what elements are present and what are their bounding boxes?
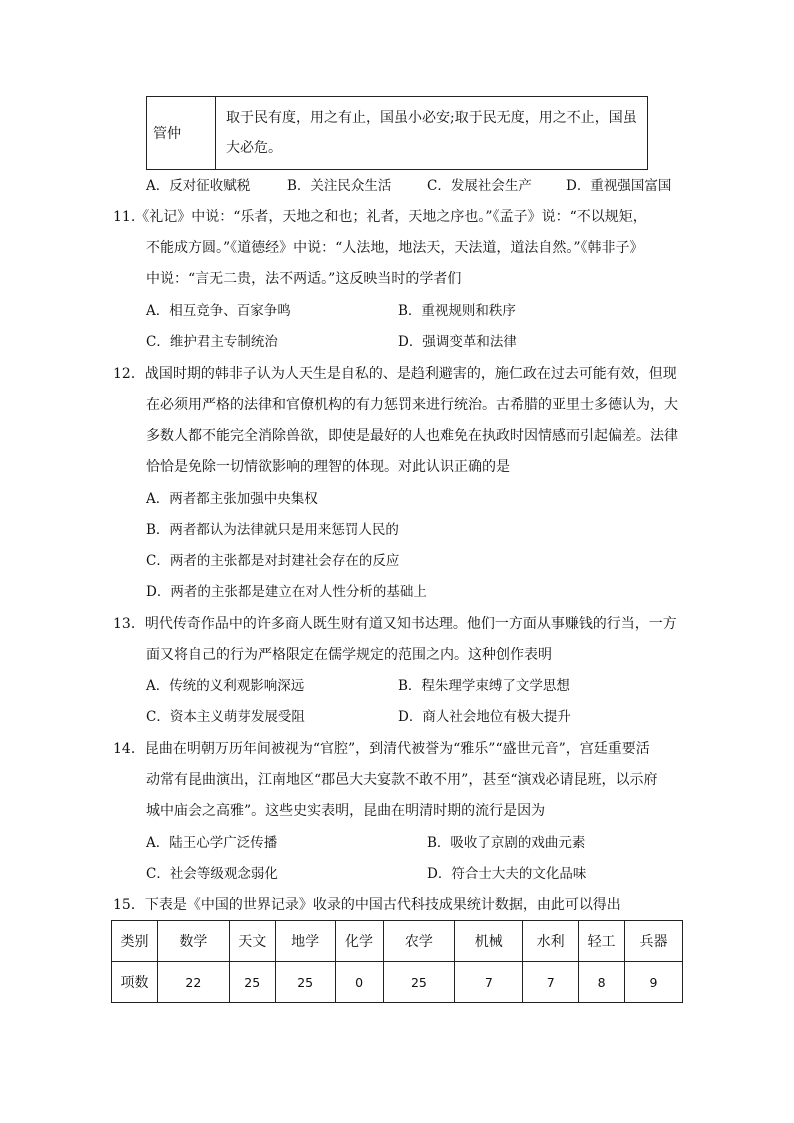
q12-stem-line: 在必须用严格的法律和官僚机构的有力惩罚来进行统治。古希腊的亚里士多德认为，大 [146, 397, 678, 413]
header-cell-math: 数学 [157, 921, 229, 962]
q13-option-a[interactable]: A．传统的义利观影响深远 [146, 678, 305, 694]
quote-table [146, 96, 648, 170]
q13-option-d[interactable]: D．商人社会地位有极大提升 [398, 709, 571, 725]
q14-stem-line: 动常有昆曲演出，江南地区“郡邑大夫宴款不敢不用”，甚至“演戏必请昆班，以示府 [146, 772, 658, 788]
header-cell-irrigation: 水利 [523, 921, 579, 962]
table-row [112, 962, 683, 1003]
count-cell: 7 [523, 962, 579, 1003]
header-cell-astronomy: 天文 [229, 921, 275, 962]
count-cell: 25 [275, 962, 335, 1003]
header-cell-agriculture: 农学 [383, 921, 455, 962]
science-stats-table [111, 920, 683, 1003]
q12-option-a[interactable]: A．两者都主张加强中央集权 [146, 491, 318, 507]
count-cell: 25 [383, 962, 455, 1003]
header-cell-light-industry: 轻工 [579, 921, 625, 962]
count-cell: 9 [625, 962, 683, 1003]
q13-stem-line: 面又将自己的行为严格限定在儒学规定的范围之内。这种创作表明 [146, 647, 552, 663]
count-cell: 25 [229, 962, 275, 1003]
quote-text-cell: 取于民有度，用之有止，国虽小必安;取于民无度，用之不止，国虽大必危。 [216, 97, 648, 170]
q12-stem-line: 恰恰是免除一切情欲影响的理智的体现。对此认识正确的是 [146, 459, 510, 475]
quote-author-cell: 管仲 [147, 97, 216, 170]
table-row [112, 921, 683, 962]
q12-option-b[interactable]: B．两者都认为法律就只是用来惩罚人民的 [146, 522, 399, 538]
header-cell-chemistry: 化学 [335, 921, 383, 962]
q14-option-d[interactable]: D．符合士大夫的文化品味 [427, 866, 587, 882]
q11-option-d[interactable]: D．强调变革和法律 [398, 334, 517, 350]
count-cell: 22 [157, 962, 229, 1003]
table-row [147, 97, 648, 170]
q11-option-a[interactable]: A．相互竞争、百家争鸣 [146, 303, 291, 319]
q14-option-a[interactable]: A．陆王心学广泛传播 [146, 835, 278, 851]
q10-option-c[interactable]: C．发展社会生产 [427, 178, 532, 194]
q11-option-c[interactable]: C．维护君主专制统治 [146, 334, 278, 350]
q11-stem-line: 不能成方圆。”《道德经》中说：“人法地，地法天，天法道，道法自然。”《韩非子》 [146, 240, 644, 256]
row-label-count: 项数 [112, 962, 158, 1003]
q15-stem-line: 15．下表是《中国的世界记录》收录的中国古代科技成果统计数据，由此可以得出 [113, 897, 621, 913]
q12-stem-line: 12．战国时期的韩非子认为人天生是自私的、是趋利避害的，施仁政在过去可能有效，但现 [113, 366, 677, 382]
count-cell: 0 [335, 962, 383, 1003]
q12-option-c[interactable]: C．两者的主张都是对封建社会存在的反应 [146, 553, 400, 569]
header-cell-weapons: 兵器 [625, 921, 683, 962]
header-cell-category: 类别 [112, 921, 158, 962]
q13-option-c[interactable]: C．资本主义萌芽发展受阻 [146, 709, 305, 725]
q12-option-d[interactable]: D．两者的主张都是建立在对人性分析的基础上 [146, 584, 427, 600]
q13-option-b[interactable]: B．程朱理学束缚了文学思想 [398, 678, 570, 694]
q12-stem-line: 多数人都不能完全消除兽欲，即使是最好的人也难免在执政时因情感而引起偏差。法律 [146, 428, 678, 444]
q13-stem-line: 13．明代传奇作品中的许多商人既生财有道又知书达理。他们一方面从事赚钱的行当，一方 [113, 616, 677, 632]
q14-stem-line: 城中庙会之高雅”。这些史实表明，昆曲在明清时期的流行是因为 [146, 803, 546, 819]
q10-option-b[interactable]: B．关注民众生活 [287, 178, 392, 194]
count-cell: 7 [455, 962, 523, 1003]
q14-option-c[interactable]: C．社会等级观念弱化 [146, 866, 278, 882]
q11-stem-line: 中说：“言无二贵，法不两适。”这反映当时的学者们 [146, 271, 462, 287]
q14-stem-line: 14．昆曲在明朝万历年间被视为“官腔”，到清代被誉为“雅乐”“盛世元音”，宫廷重要活 [113, 741, 650, 757]
count-cell: 8 [579, 962, 625, 1003]
q10-option-a[interactable]: A．反对征收赋税 [146, 178, 251, 194]
header-cell-geography: 地学 [275, 921, 335, 962]
q14-option-b[interactable]: B．吸收了京剧的戏曲元素 [427, 835, 586, 851]
header-cell-machinery: 机械 [455, 921, 523, 962]
q11-option-b[interactable]: B．重视规则和秩序 [398, 303, 516, 319]
q11-stem-line: 11.《礼记》中说：“乐者，天地之和也；礼者，天地之序也。”《孟子》说：“不以规矩， [113, 209, 647, 225]
q10-option-d[interactable]: D．重视强国富国 [566, 178, 672, 194]
